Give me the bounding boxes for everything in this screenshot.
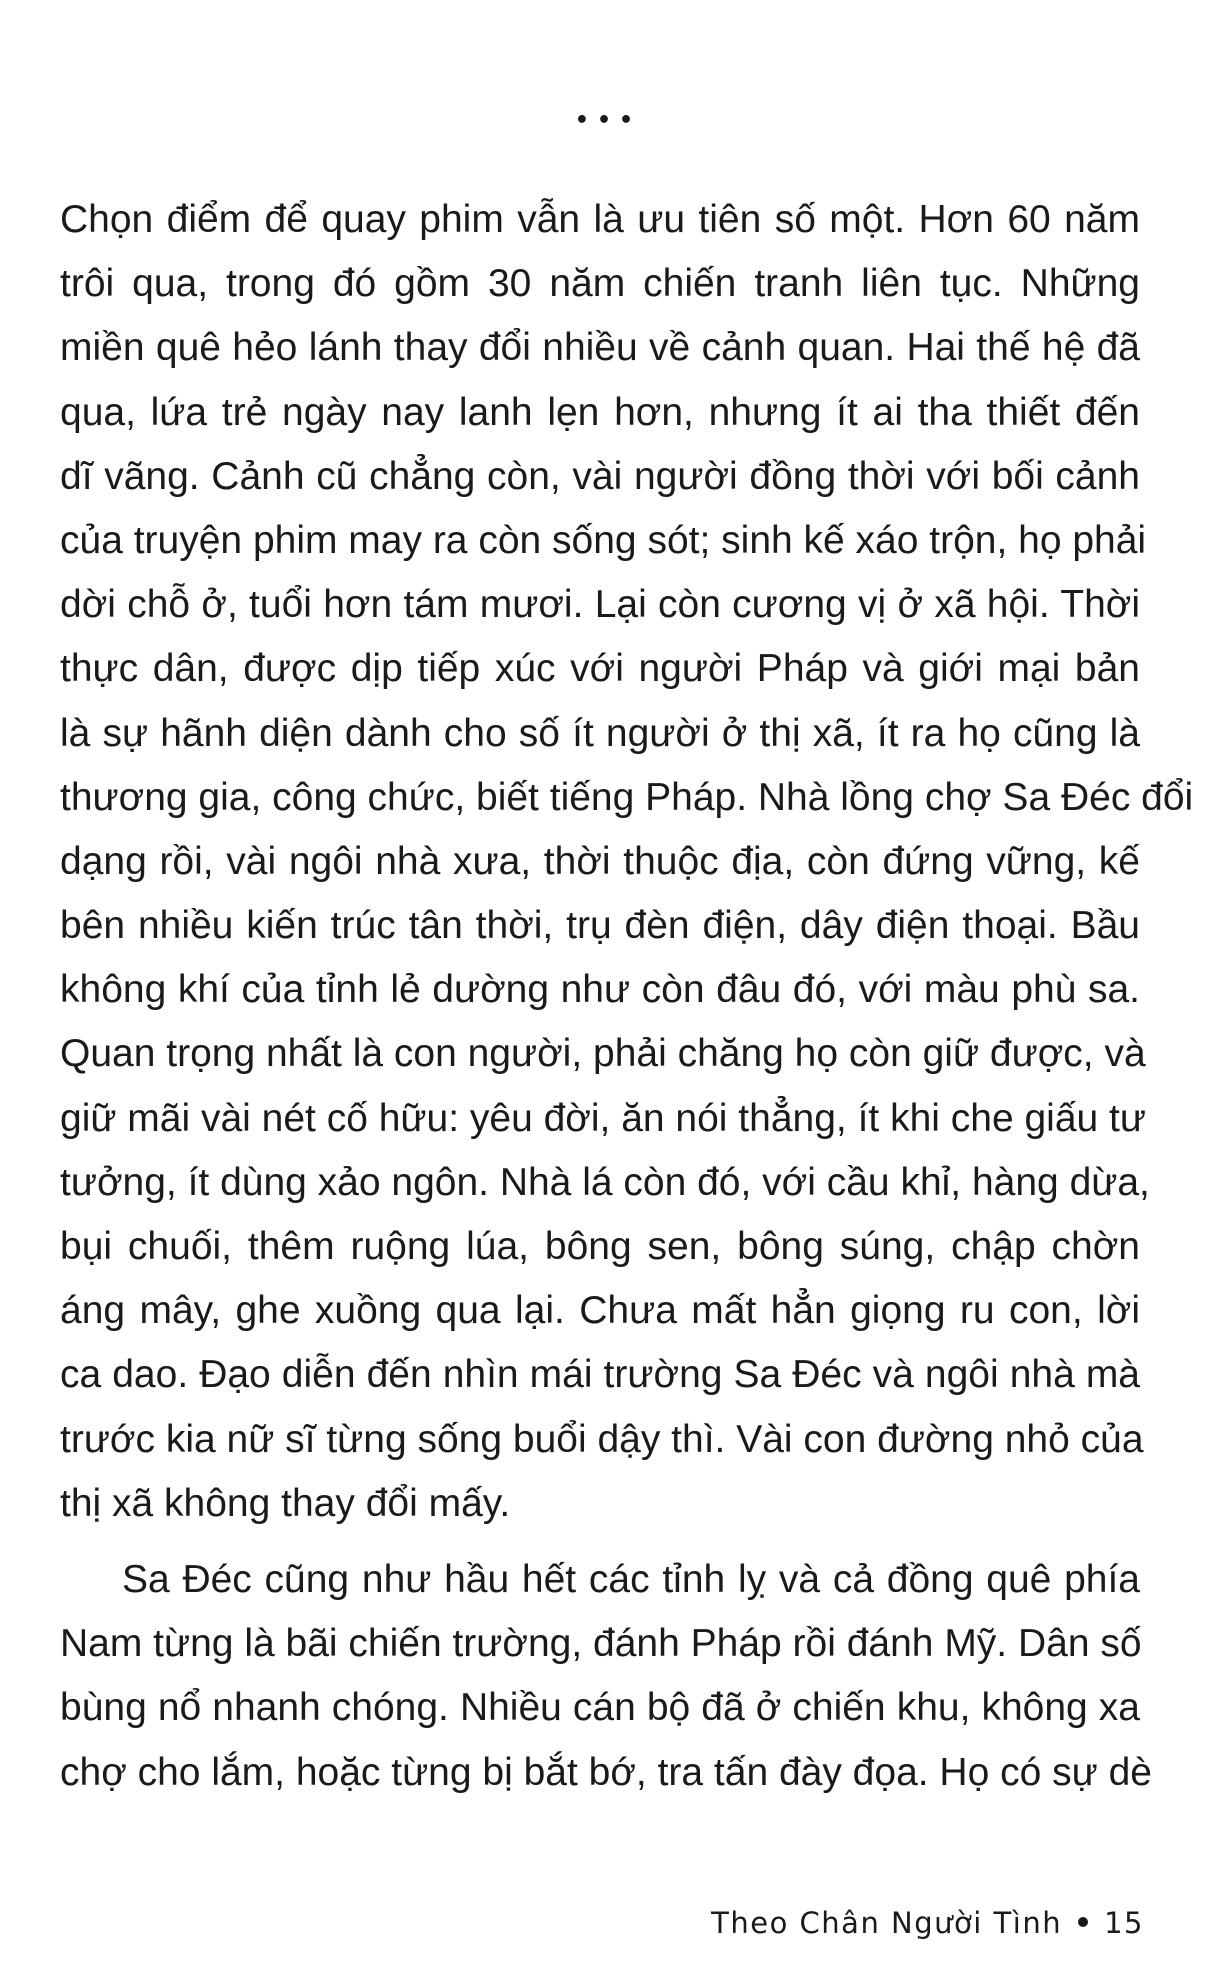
text-line: chợ cho lắm, hoặc từng bị bắt bớ, tra tấn đày đọa. Họ có sự dè [60,1750,1152,1794]
page-footer [711,1906,1144,1940]
page-number: 15 [1104,1906,1144,1940]
running-title: Theo Chân Người Tình [711,1906,1063,1940]
text-line: thị xã không thay đổi mấy. [60,1481,511,1525]
text-line: thương gia, công chức, biết tiếng Pháp. Nhà lồng chợ Sa Đéc đổi [60,775,1194,819]
text-line: bùng nổ nhanh chóng. Nhiều cán bộ đã ở chiến khu, không xa [60,1686,1140,1730]
text-line: ca dao. Đạo diễn đến nhìn mái trường Sa Đéc và ngôi nhà mà [60,1353,1140,1397]
text-line: miền quê hẻo lánh thay đổi nhiều về cảnh quan. Hai thế hệ đã [60,326,1140,370]
text-line: tưởng, ít dùng xảo ngôn. Nhà lá còn đó, với cầu khỉ, hàng dừa, [60,1160,1150,1204]
section-divider: ••• [574,108,642,133]
body-text [60,188,1194,1805]
bullet-icon [1078,1917,1088,1927]
text-line: Chọn điểm để quay phim vẫn là ưu tiên số một. Hơn 60 năm [60,198,1140,241]
paragraph [60,188,1194,1536]
text-line: là sự hãnh diện dành cho số ít người ở thị xã, ít ra họ cũng là [60,711,1140,755]
text-line: qua, lứa trẻ ngày nay lanh lẹn hơn, nhưng ít ai tha thiết đến [60,390,1140,434]
text-line: bụi chuối, thêm ruộng lúa, bông sen, bông súng, chập chờn [60,1225,1140,1268]
text-line: dời chỗ ở, tuổi hơn tám mươi. Lại còn cương vị ở xã hội. Thời [60,583,1140,627]
text-line: Nam từng là bãi chiến trường, đánh Pháp rồi đánh Mỹ. Dân số [60,1622,1142,1666]
text-line: áng mây, ghe xuồng qua lại. Chưa mất hẳn giọng ru con, lời [60,1289,1140,1333]
text-line: thực dân, được dịp tiếp xúc với người Pháp và giới mại bản [60,647,1140,691]
text-line: trôi qua, trong đó gồm 30 năm chiến tranh liên tục. Những [60,262,1140,306]
paragraph-gap [60,1536,1140,1548]
text-line: trước kia nữ sĩ từng sống buổi dậy thì. Vài con đường nhỏ của [60,1417,1144,1461]
text-line: dạng rồi, vài ngôi nhà xưa, thời thuộc địa, còn đứng vững, kế [60,839,1140,883]
paragraph [60,1548,1152,1805]
text-line: Sa Đéc cũng như hầu hết các tỉnh lỵ và cả đồng quê phía [122,1557,1140,1601]
text-line: Quan trọng nhất là con người, phải chăng họ còn giữ được, và [60,1032,1146,1076]
text-line: giữ mãi vài nét cố hữu: yêu đời, ăn nói thẳng, ít khi che giấu tư [60,1096,1147,1140]
text-line: không khí của tỉnh lẻ dường như còn đâu đó, với màu phù sa. [60,968,1140,1012]
text-line: bên nhiều kiến trúc tân thời, trụ đèn điện, dây điện thoại. Bầu [60,904,1140,948]
text-line: dĩ vãng. Cảnh cũ chẳng còn, vài người đồng thời với bối cảnh [60,454,1140,498]
text-line: của truyện phim may ra còn sống sót; sinh kế xáo trộn, họ phải [60,518,1147,562]
